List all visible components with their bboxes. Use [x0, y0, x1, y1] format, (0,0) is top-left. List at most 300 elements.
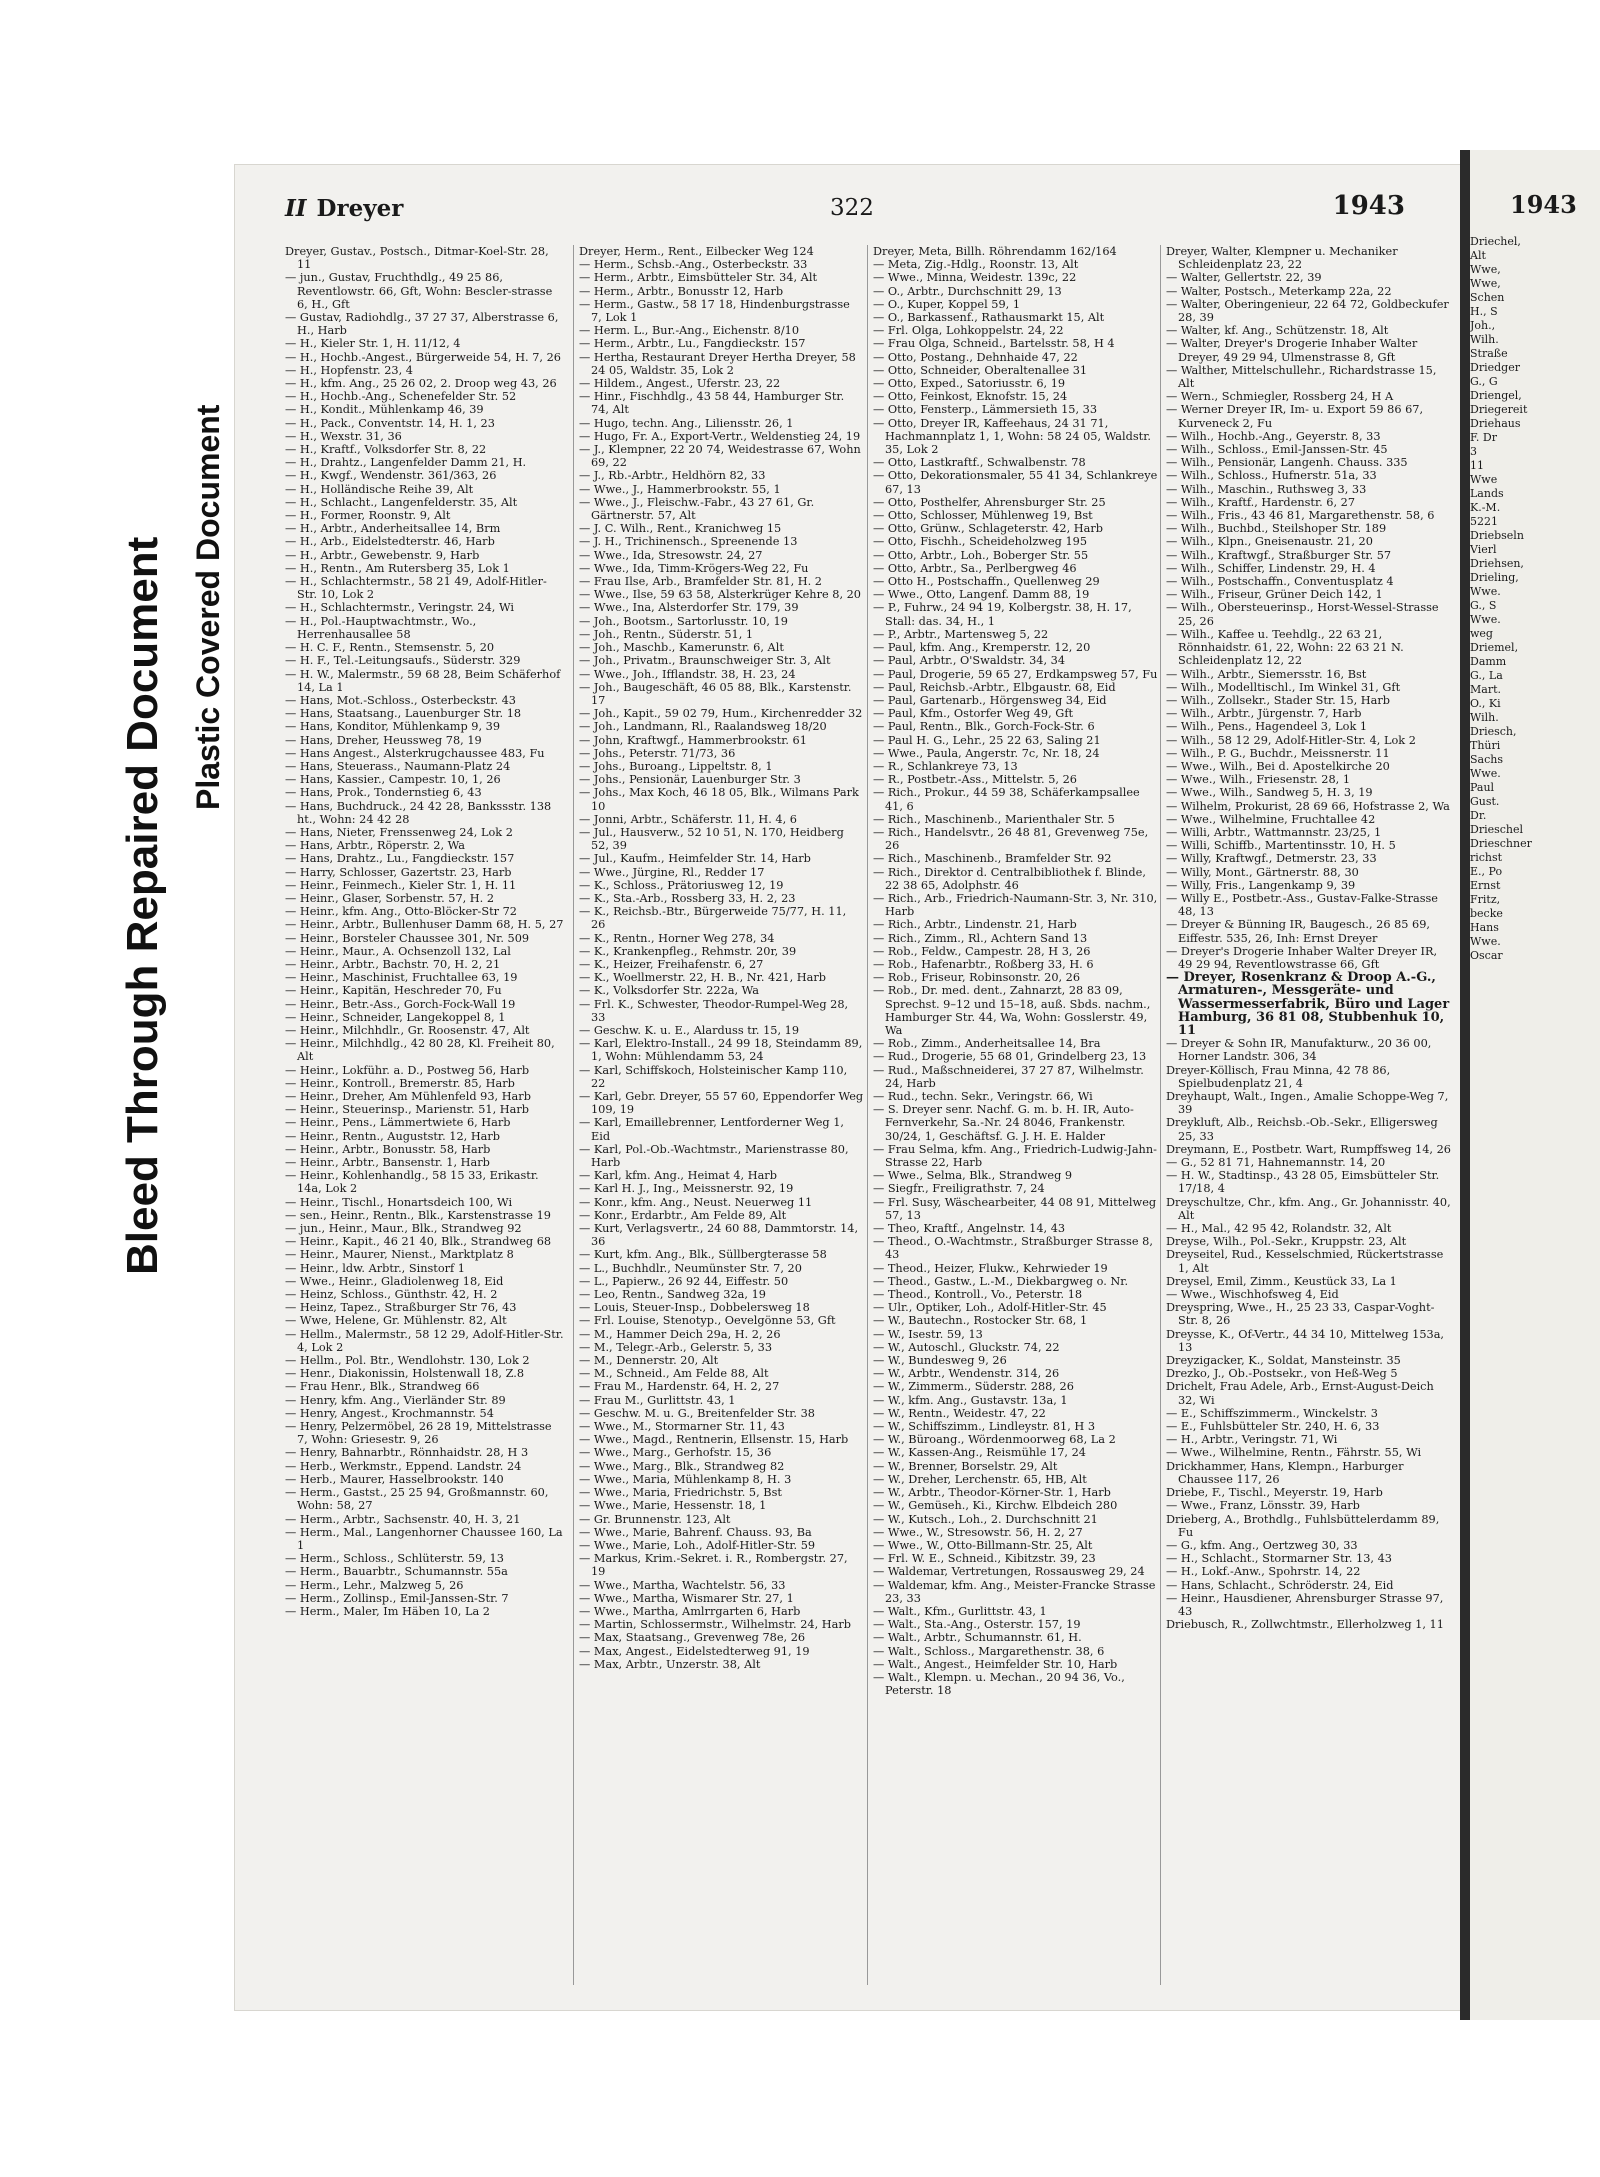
directory-entry: — Karl, kfm. Ang., Heimat 4, Harb — [579, 1169, 777, 1183]
directory-entry: — Otto, Arbtr., Sa., Perlbergweg 46 — [873, 561, 1077, 575]
adjacent-entry: Wwe. — [1470, 935, 1501, 948]
directory-entry: — Hans, Prok., Tondernstieg 6, 43 — [285, 786, 482, 800]
directory-entry: — Rob., Feldw., Campestr. 28, H 3, 26 — [873, 944, 1091, 958]
directory-entry: — Heinr., Lokführ. a. D., Postweg 56, Harb — [285, 1063, 530, 1077]
directory-entry: — Heinr., Kapitän, Heschreder 70, Fu — [285, 984, 502, 998]
adjacent-entry: K.-M. — [1470, 501, 1501, 514]
plastic-covered-label: Plastic Covered Document — [190, 404, 226, 810]
directory-entry: — Hans, Mot.-Schloss., Osterbeckstr. 43 — [285, 693, 516, 707]
directory-entry: — Karl, Pol.-Ob.-Wachtmstr., Marienstrasse 80, Harb — [579, 1142, 849, 1170]
directory-entry: — Heinr., Kontroll., Bremerstr. 85, Harb — [285, 1076, 515, 1090]
adjacent-entry: F. Dr — [1470, 431, 1497, 444]
adjacent-entry: 11 — [1470, 459, 1484, 472]
directory-entry: Dreyer-Köllisch, Frau Minna, 42 78 86, Spielbudenplatz 21, 4 — [1166, 1063, 1391, 1090]
adjacent-entry: Driechel, — [1470, 235, 1521, 248]
directory-entry: — Herb., Maurer, Hasselbrookstr. 140 — [285, 1472, 504, 1486]
directory-entry: — H., Holländische Reihe 39, Alt — [285, 482, 474, 496]
adjacent-entry: Driemel, — [1470, 641, 1519, 654]
directory-entry: — Herm., Schsb.-Ang., Osterbeckstr. 33 — [579, 258, 808, 272]
directory-entry: — H., Pack., Conventstr. 14, H. 1, 23 — [285, 416, 495, 430]
directory-entry: — Waldemar, kfm. Ang., Meister-Francke Strasse 23, 33 — [873, 1578, 1156, 1605]
adjacent-entry: E., Po — [1470, 865, 1503, 878]
directory-entry: — Otto, Grünw., Schlageterstr. 42, Harb — [873, 522, 1103, 536]
directory-entry: — Konr., kfm. Ang., Neust. Neuerweg 11 — [579, 1195, 813, 1209]
directory-entry: — Wilh., Pensionär, Langenh. Chauss. 335 — [1166, 456, 1408, 470]
adjacent-entry: Drieschner — [1470, 837, 1532, 850]
section-number: II — [285, 195, 307, 222]
directory-entry: — O., Kuper, Koppel 59, 1 — [873, 297, 1021, 311]
year: 1943 — [1332, 191, 1405, 221]
directory-entry: — Theod., Kontroll., Vo., Peterstr. 18 — [873, 1288, 1083, 1302]
directory-entry: — H. C. F., Rentn., Stemsenstr. 5, 20 — [285, 641, 495, 655]
directory-entry: — H., Rentn., Am Rutersberg 35, Lok 1 — [285, 561, 510, 575]
directory-entry: — Karl, Elektro-Install., 24 99 18, Steindamm 89, 1, Wohn: Mühlendamm 53, 24 — [579, 1037, 863, 1064]
directory-entry: — Herm., Arbtr., Sachsenstr. 40, H. 3, 21 — [285, 1512, 521, 1526]
directory-entry: — Herm., Arbtr., Bonusstr 12, Harb — [579, 284, 784, 298]
adjacent-entry: Wwe, — [1470, 277, 1501, 290]
directory-entry: — Wwe., Martha, Wachtelstr. 56, 33 — [579, 1578, 786, 1592]
directory-entry: — Hans, Kassier., Campestr. 10, 1, 26 — [285, 773, 501, 787]
directory-entry: — Hinr., Fischhdlg., 43 58 44, Hamburger Str. 74, Alt — [579, 390, 845, 417]
directory-entry: — Martin, Schlossermstr., Wilhelmstr. 24, Harb — [579, 1618, 851, 1632]
directory-entry: — Wwe., Wilhelmine, Rentn., Fährstr. 55, Wi — [1166, 1446, 1422, 1460]
directory-entry: — Harry, Schlosser, Gazertstr. 23, Harb — [285, 865, 512, 879]
adjacent-entry: Dr. — [1470, 809, 1487, 822]
directory-entry: — sen., Heinr., Rentn., Blk., Karstenstrasse 19 — [285, 1208, 551, 1222]
head-name: Dreyer — [316, 195, 404, 222]
directory-entry: — Paul, Arbtr., O'Swaldstr. 34, 34 — [873, 654, 1066, 668]
directory-entry: — Wwe., Ida, Stresowstr. 24, 27 — [579, 548, 763, 562]
directory-entry: — Hans, Staatsang., Lauenburger Str. 18 — [285, 707, 522, 721]
directory-entry: — Joh., Rentn., Süderstr. 51, 1 — [579, 627, 754, 641]
directory-entry: — Rob., Friseur, Robinsonstr. 20, 26 — [873, 971, 1081, 985]
directory-entry: — Wilh., 58 12 29, Adolf-Hitler-Str. 4, Lok 2 — [1166, 733, 1416, 747]
directory-entry: — Karl, Gebr. Dreyer, 55 57 60, Eppendorfer Weg 109, 19 — [579, 1090, 864, 1117]
adjacent-entry: Drieling, — [1470, 571, 1519, 584]
directory-entry: — Heinz, Schloss., Günthstr. 42, H. 2 — [285, 1288, 498, 1302]
directory-entry: — Geschw. K. u. E., Alarduss tr. 15, 19 — [579, 1023, 800, 1037]
directory-entry: — Rich., Maschinenb., Marienthaler Str. 5 — [873, 812, 1115, 826]
adjacent-year: 1943 — [1510, 190, 1577, 219]
directory-entry: — W., Arbtr., Theodor-Körner-Str. 1, Harb — [873, 1486, 1111, 1500]
directory-entry: — Joh., Bootsm., Sartorlusstr. 10, 19 — [579, 614, 788, 628]
adjacent-entry: Wilh. — [1470, 333, 1499, 346]
directory-entry: — Henry, Angest., Krochmannstr. 54 — [285, 1406, 494, 1420]
directory-entry: — Walt., Arbtr., Schumannstr. 61, H. — [873, 1631, 1082, 1645]
directory-entry: — Wilh., Klpn., Gneisenaustr. 21, 20 — [1166, 535, 1373, 549]
directory-entry: — Johs., Buroang., Lippeltstr. 8, 1 — [579, 759, 773, 773]
directory-entry: — Ulr., Optiker, Loh., Adolf-Hitler-Str. 45 — [873, 1301, 1107, 1315]
directory-entry: — H., Drahtz., Langenfelder Damm 21, H. — [285, 456, 527, 470]
directory-entry: — M., Schneid., Am Felde 88, Alt — [579, 1367, 769, 1381]
directory-entry: — Jul., Hausverw., 52 10 51, N. 170, Heidberg 52, 39 — [579, 825, 844, 853]
directory-entry: — Herm., Bauarbtr., Schumannstr. 55a — [285, 1565, 508, 1579]
directory-entry: — H., Pol.-Hauptwachtmstr., Wo., Herrenhausallee 58 — [285, 614, 477, 641]
directory-entry: — Herm., Gastw., 58 17 18, Hindenburgstrasse 7, Lok 1 — [579, 297, 850, 325]
directory-entry: — Rud., techn. Sekr., Veringstr. 66, Wi — [873, 1090, 1093, 1103]
directory-entry: — Henry, Pelzermöbel, 26 28 19, Mittelstrasse 7, Wohn: Griesestr. 9, 26 — [285, 1420, 552, 1447]
directory-entry: — Paul, Kfm., Ostorfer Weg 49, Gft — [873, 707, 1074, 721]
directory-entry: — M., Hammer Deich 29a, H. 2, 26 — [579, 1327, 781, 1341]
adjacent-entry: weg — [1470, 627, 1493, 640]
directory-entry: — Wwe., Minna, Weidestr. 139c, 22 — [873, 271, 1077, 285]
directory-entry: — O., Arbtr., Durchschnitt 29, 13 — [873, 284, 1062, 298]
directory-entry: — Otto, Arbtr., Loh., Boberger Str. 55 — [873, 548, 1089, 562]
directory-entry: — Heinr., Kapit., 46 21 40, Blk., Strandweg 68 — [285, 1235, 552, 1249]
directory-entry: — Frl. Olga, Lohkoppelstr. 24, 22 — [873, 324, 1064, 338]
directory-entry: — Markus, Krim.-Sekret. i. R., Rombergstr. 27, 19 — [579, 1552, 848, 1579]
directory-entry: — Hans, Konditor, Mühlenkamp 9, 39 — [285, 720, 501, 734]
directory-entry: — Wilh., Postschaffn., Conventusplatz 4 — [1166, 575, 1394, 589]
directory-entry: — Heinr., Milchhdlg., 42 80 28, Kl. Freiheit 80, Alt — [285, 1037, 555, 1064]
directory-entry: Dreysel, Emil, Zimm., Keustück 33, La 1 — [1166, 1274, 1397, 1288]
adjacent-entry: Wwe — [1470, 473, 1498, 486]
directory-entry: — Theod., Gastw., L.-M., Diekbargweg o. Nr. — [873, 1274, 1129, 1288]
directory-entry: Dreyschultze, Chr., kfm. Ang., Gr. Johannisstr. 40, Alt — [1166, 1195, 1451, 1222]
directory-entry: — Frau M., Gurlittstr. 43, 1 — [579, 1393, 736, 1407]
directory-entry: — Walter, Gellertstr. 22, 39 — [1166, 271, 1322, 285]
adjacent-entry: Vierl — [1470, 543, 1497, 556]
directory-entry: — Rich., Arbtr., Lindenstr. 21, Harb — [873, 918, 1077, 932]
directory-entry: — W., Brenner, Borselstr. 29, Alt — [873, 1459, 1058, 1473]
directory-entry: — S. Dreyer senr. Nachf. G. m. b. H. IR, Auto-Fernverkehr, Sa.-Nr. 24 8046, Frankenstr. 30/24, 1, Geschäftsf. G. J. H. E. Halder — [873, 1103, 1134, 1143]
directory-entry: — Rob., Zimm., Anderheitsallee 14, Bra — [873, 1037, 1101, 1051]
directory-entry: — Wilh., Friseur, Grüner Deich 142, 1 — [1166, 588, 1383, 602]
directory-entry: — Heinr., Arbtr., Bullenhuser Damm 68, H. 5, 27 — [285, 918, 564, 932]
directory-entry: — Willy, Mont., Gärtnerstr. 88, 30 — [1166, 865, 1359, 879]
directory-entry: — H. W., Stadtinsp., 43 28 05, Eimsbütteler Str. 17/18, 4 — [1166, 1169, 1440, 1196]
adjacent-entry: G., La — [1470, 669, 1503, 682]
directory-entry: — Paul, Gartenarb., Hörgensweg 34, Eid — [873, 693, 1107, 707]
directory-entry: — Heinr., Milchhdlr., Gr. Roosenstr. 47, Alt — [285, 1023, 530, 1037]
directory-entry: — Hans, Schlacht., Schröderstr. 24, Eid — [1166, 1578, 1394, 1592]
directory-entry: — Wilh., Buchbd., Steilshoper Str. 189 — [1166, 522, 1387, 536]
directory-entry: — Wern., Schmiegler, Rossberg 24, H A — [1166, 390, 1394, 404]
directory-entry: — Siegfr., Freiligrathstr. 7, 24 — [873, 1182, 1045, 1196]
directory-entry: — Heinr., Maur., A. Ochsenzoll 132, Lal — [285, 944, 511, 958]
directory-entry: — H., Arbtr., Anderheitsallee 14, Brm — [285, 522, 501, 536]
directory-entry: — W., Isestr. 59, 13 — [873, 1327, 983, 1341]
directory-entry: — Hans, Arbtr., Röperstr. 2, Wa — [285, 839, 466, 853]
directory-entry: — W., Schiffszimm., Lindleystr. 81, H 3 — [873, 1420, 1096, 1434]
directory-entry: — Geschw. M. u. G., Breitenfelder Str. 38 — [579, 1406, 815, 1420]
directory-entry: Drickhammer, Hans, Klempn., Harburger Chaussee 117, 26 — [1166, 1459, 1404, 1486]
directory-entry: — Wilh., Arbtr., Siemersstr. 16, Bst — [1166, 667, 1367, 681]
directory-entry: — Heinz, Tapez., Straßburger Str 76, 43 — [285, 1301, 517, 1315]
directory-entry: — H., kfm. Ang., 25 26 02, 2. Droop weg 43, 26 — [285, 377, 557, 391]
directory-entry: — Wilh., Kraftf., Hardenstr. 6, 27 — [1166, 495, 1356, 509]
bleed-through-label: Bleed Through Repaired Document — [118, 536, 167, 1275]
directory-entry: — Paul H. G., Lehr., 25 22 63, Saling 21 — [873, 733, 1101, 747]
directory-entry: Dreyspring, Wwe., H., 25 23 33, Caspar-Voght-Str. 8, 26 — [1166, 1301, 1435, 1328]
directory-entry: — Wwe., Marie, Loh., Adolf-Hitler-Str. 59 — [579, 1538, 816, 1552]
directory-entry: — W., Zimmerm., Süderstr. 288, 26 — [873, 1380, 1074, 1394]
directory-entry: — Heinr., Tischl., Honartsdeich 100, Wi — [285, 1195, 513, 1209]
directory-entry: — Dreyer & Bünning IR, Baugesch., 26 85 69, Eiffestr. 535, 26, Inh: Ernst Dreyer — [1166, 918, 1431, 945]
directory-entry: — E., Schiffszimmerm., Winckelstr. 3 — [1166, 1406, 1378, 1420]
directory-entry: — Kurt, Verlagsvertr., 24 60 88, Dammtorstr. 14, 36 — [579, 1222, 859, 1249]
directory-entry: — Otto, Feinkost, Eknofstr. 15, 24 — [873, 390, 1068, 404]
adjacent-entry: Joh., — [1470, 319, 1496, 332]
directory-entry: — Rich., Handelsvtr., 26 48 81, Grevenweg 75e, 26 — [873, 825, 1149, 853]
directory-entry: — K., Woellmerstr. 22, H. B., Nr. 421, Harb — [579, 971, 826, 985]
directory-entry: — Meta, Zig.-Hdlg., Roonstr. 13, Alt — [873, 258, 1079, 272]
directory-entry: — Willy, Kraftwgf., Detmerstr. 23, 33 — [1166, 852, 1377, 866]
adjacent-entry: Driehsen, — [1470, 557, 1524, 570]
directory-entry: — Rob., Dr. med. dent., Zahnarzt, 28 83 09, Sprechst. 9–12 und 15–18, auß. Sbds. nachm., Hamburger Str. 44, Wa, Wohn: Gosslerstr. 49, Wa — [873, 984, 1151, 1037]
directory-entry: — H., Lokf.-Anw., Spohrstr. 14, 22 — [1166, 1565, 1361, 1579]
directory-entry: — Max, Staatsang., Grevenweg 78e, 26 — [579, 1631, 806, 1645]
directory-entry: — Wwe., W., Otto-Billmann-Str. 25, Alt — [873, 1538, 1093, 1552]
directory-entry: Dreysse, K., Of-Vertr., 44 34 10, Mittelweg 153a, 13 — [1166, 1327, 1445, 1354]
directory-entry: — Wilh., Pens., Hagendeel 3, Lok 1 — [1166, 720, 1368, 734]
directory-entry: Dreyzigacker, K., Soldat, Mansteinstr. 35 — [1166, 1354, 1401, 1368]
column-4 — [1160, 245, 1451, 1985]
directory-entry: — Wwe., W., Stresowstr. 56, H. 2, 27 — [873, 1525, 1083, 1539]
directory-entry: — H., Schlacht., Stormarner Str. 13, 43 — [1166, 1552, 1392, 1566]
adjacent-column — [1470, 235, 1600, 963]
page-header — [235, 191, 1460, 235]
directory-entry: Dreymann, E., Postbetr. Wart, Rumpffsweg 14, 26 — [1166, 1142, 1451, 1156]
directory-entry: — Hans, Drahtz., Lu., Fangdieckstr. 157 — [285, 852, 515, 866]
directory-entry: — Heinr., Schneider, Langekoppel 8, 1 — [285, 1010, 506, 1024]
directory-entry: — Paul, Rentn., Blk., Gorch-Fock-Str. 6 — [873, 720, 1095, 734]
directory-entry: — W., Arbtr., Wendenstr. 314, 26 — [873, 1367, 1060, 1381]
directory-entry: — Hellm., Malermstr., 58 12 29, Adolf-Hitler-Str. 4, Lok 2 — [285, 1327, 564, 1354]
directory-entry: — J. C. Wilh., Rent., Kranichweg 15 — [579, 522, 782, 536]
directory-entry: — Wwe., Marie, Bahrenf. Chauss. 93, Ba — [579, 1525, 812, 1539]
directory-entry: — Heinr., Maurer, Nienst., Marktplatz 8 — [285, 1248, 514, 1262]
directory-entry: — L., Papierw., 26 92 44, Eiffestr. 50 — [579, 1274, 789, 1288]
directory-entry: — R., Postbetr.-Ass., Mittelstr. 5, 26 — [873, 773, 1077, 787]
directory-entry: Dreyer, Gustav., Postsch., Ditmar-Koel-Str. 28, 11 — [285, 245, 549, 272]
directory-entry: — O., Barkassenf., Rathausmarkt 15, Alt — [873, 311, 1105, 325]
directory-entry: — K., Volksdorfer Str. 222a, Wa — [579, 984, 760, 998]
directory-entry: — Heinr., Arbtr., Bachstr. 70, H. 2, 21 — [285, 957, 501, 971]
directory-entry: — Walt., Kfm., Gurlittstr. 43, 1 — [873, 1604, 1047, 1618]
adjacent-entry: Hans — [1470, 921, 1499, 934]
directory-entry: — H., Arbtr., Gewebenstr. 9, Harb — [285, 548, 480, 562]
directory-entry: — P., Fuhrw., 24 94 19, Kolbergstr. 38, H. 17, Stall: das. 34, H., 1 — [873, 601, 1132, 628]
adjacent-entry: H., S — [1470, 305, 1498, 318]
directory-entry: — H., Kwgf., Wendenstr. 361/363, 26 — [285, 469, 497, 483]
adjacent-entry: Wilh. — [1470, 711, 1499, 724]
directory-entry: — Hans, Nieter, Frenssenweg 24, Lok 2 — [285, 825, 513, 839]
directory-entry: — Herm. L., Bur.-Ang., Eichenstr. 8/10 — [579, 324, 800, 338]
directory-entry: — H., Hochb.-Ang., Schenefelder Str. 52 — [285, 390, 517, 404]
directory-entry: Dreyse, Wilh., Pol.-Sekr., Kruppstr. 23, Alt — [1166, 1235, 1407, 1249]
directory-entry: Driebe, F., Tischl., Meyerstr. 19, Harb — [1166, 1486, 1383, 1500]
directory-entry: — K., Schloss., Prätoriusweg 12, 19 — [579, 878, 784, 892]
directory-entry: — Hans, Buchdruck., 24 42 28, Bankssstr. 138 ht., Wohn: 24 42 28 — [285, 799, 552, 826]
directory-entry: — Wwe., Magd., Rentnerin, Ellsenstr. 15, Harb — [579, 1433, 849, 1447]
directory-entry: — J., Klempner, 22 20 74, Weidestrasse 67, Wohn 69, 22 — [579, 443, 861, 470]
directory-entry: — H., Hopfenstr. 23, 4 — [285, 363, 413, 377]
directory-entry: — Dreyer's Drogerie Inhaber Walter Dreyer IR, 49 29 94, Reventlowstrasse 66, Gft — [1166, 944, 1438, 971]
directory-entry: — Otto, Dreyer IR, Kaffeehaus, 24 31 71, Hachmannplatz 1, 1, Wohn: 58 24 05, Waldstr. 35, Lok 2 — [873, 416, 1151, 457]
directory-entry: — Wwe., Wischhofsweg 4, Eid — [1166, 1288, 1339, 1302]
directory-entry: — Wilh., Schiffer, Lindenstr. 29, H. 4 — [1166, 561, 1376, 575]
adjacent-entry: 3 — [1470, 445, 1477, 458]
adjacent-entry: richst — [1470, 851, 1503, 864]
directory-entry: — J., Rb.-Arbtr., Heldhörn 82, 33 — [579, 469, 766, 483]
directory-entry: — Wwe., Ilse, 59 63 58, Alsterkrüger Kehre 8, 20 — [579, 588, 861, 602]
directory-entry: — W., Büroang., Wördenmoorweg 68, La 2 — [873, 1433, 1116, 1447]
directory-entry: — K., Rentn., Horner Weg 278, 34 — [579, 931, 775, 945]
directory-entry: — Otto, Exped., Satoriusstr. 6, 19 — [873, 377, 1066, 391]
adjacent-entry: Schen — [1470, 291, 1505, 304]
directory-entry: Dreykluft, Alb., Reichsb.-Ob.-Sekr., Elligersweg 25, 33 — [1166, 1116, 1438, 1143]
adjacent-entry: Sachs — [1470, 753, 1503, 766]
directory-entry: — Wwe., Jürgine, Rl., Redder 17 — [579, 865, 765, 879]
directory-entry: — W., Bundesweg 9, 26 — [873, 1354, 1007, 1368]
directory-entry: — Heinr., Kohlenhandlg., 58 15 33, Erikastr. 14a, Lok 2 — [285, 1169, 539, 1196]
directory-entry: — Joh., Landmann, Rl., Raalandsweg 18/20 — [579, 720, 827, 734]
directory-entry: — H., Schlachtermstr., Veringstr. 24, Wi — [285, 601, 514, 615]
directory-entry: — Walt., Sta.-Ang., Osterstr. 157, 19 — [873, 1618, 1081, 1632]
directory-entry: — Wilh., Zollsekr., Stader Str. 15, Harb — [1166, 693, 1391, 707]
directory-entry: — Frau Selma, kfm. Ang., Friedrich-Ludwig-Jahn-Strasse 22, Harb — [873, 1142, 1157, 1170]
adjacent-entry: Driegereit — [1470, 403, 1528, 416]
adjacent-entry: Driehaus — [1470, 417, 1521, 430]
directory-entry: — Karl, Emaillebrenner, Lentforderner Weg 1, Eid — [579, 1116, 845, 1143]
adjacent-entry: Lands — [1470, 487, 1504, 500]
directory-entry: — Hugo, techn. Ang., Liliensstr. 26, 1 — [579, 416, 794, 430]
directory-entry: — Wilh., Obersteuerinsp., Horst-Wessel-Strasse 25, 26 — [1166, 601, 1439, 628]
directory-entry: — Johs., Peterstr. 71/73, 36 — [579, 746, 736, 760]
directory-entry: — H., Schlachtermstr., 58 21 49, Adolf-Hitler-Str. 10, Lok 2 — [285, 575, 547, 602]
directory-entry: — W., Gemüseh., Ki., Kirchw. Elbdeich 280 — [873, 1499, 1118, 1513]
directory-entry: — Theod., O.-Wachtmstr., Straßburger Strasse 8, 43 — [873, 1235, 1153, 1262]
adjacent-entry: Straße — [1470, 347, 1508, 360]
directory-entry: — Werner Dreyer IR, Im- u. Export 59 86 67, Kurveneck 2, Fu — [1166, 403, 1424, 430]
directory-entry: — Joh., Privatm., Braunschweiger Str. 3, Alt — [579, 654, 831, 668]
adjacent-entry: Paul — [1470, 781, 1495, 794]
directory-entry: — H., Wexstr. 31, 36 — [285, 429, 402, 443]
directory-entry: — Walter, Oberingenieur, 22 64 72, Goldbeckufer 28, 39 — [1166, 297, 1449, 325]
directory-entry: — Rud., Maßschneiderei, 37 27 87, Wilhelmstr. 24, Harb — [873, 1063, 1144, 1090]
directory-entry: Dreyer, Meta, Billh. Röhrendamm 162/164 — [873, 245, 1117, 258]
adjacent-entry: Damm — [1470, 655, 1507, 668]
directory-entry: — W., kfm. Ang., Gustavstr. 13a, 1 — [873, 1393, 1068, 1407]
directory-entry: — Wilh., Modelltischl., Im Winkel 31, Gft — [1166, 680, 1401, 694]
directory-entry: — Karl H. J., Ing., Meissnerstr. 92, 19 — [579, 1182, 794, 1196]
directory-entry: — Heinr., Steuerinsp., Marienstr. 51, Harb — [285, 1103, 529, 1117]
directory-entry: — W., Autoschl., Gluckstr. 74, 22 — [873, 1340, 1060, 1354]
directory-entry: — W., Bautechn., Rostocker Str. 68, 1 — [873, 1314, 1088, 1328]
directory-entry: — L., Buchhdlr., Neumünster Str. 7, 20 — [579, 1261, 802, 1275]
directory-entry: — Konr., Erdarbtr., Am Felde 89, Alt — [579, 1208, 787, 1222]
directory-entry: — jun., Gustav, Fruchthdlg., 49 25 86, Reventlowstr. 66, Gft, Wohn: Bescler-strasse 6, H., Gft — [285, 271, 553, 311]
directory-entry: — Wilh., Hochb.-Ang., Geyerstr. 8, 33 — [1166, 429, 1381, 443]
directory-entry: — Hellm., Pol. Btr., Wendlohstr. 130, Lok 2 — [285, 1354, 530, 1368]
directory-entry: — Karl, Schiffskoch, Holsteinischer Kamp 110, 22 — [579, 1063, 848, 1090]
directory-entry: — Walter, kf. Ang., Schützenstr. 18, Alt — [1166, 324, 1389, 338]
directory-entry: — Herm., Maler, Im Häben 10, La 2 — [285, 1604, 490, 1618]
directory-entry: — Heinr., Borsteler Chaussee 301, Nr. 509 — [285, 931, 530, 945]
directory-entry: — Wwe., Marie, Hessenstr. 18, 1 — [579, 1499, 767, 1513]
directory-entry: — Herm., Zollinsp., Emil-Janssen-Str. 7 — [285, 1591, 509, 1605]
directory-entry: — Leo, Rentn., Sandweg 32a, 19 — [579, 1288, 766, 1302]
directory-entry: — Gr. Brunnenstr. 123, Alt — [579, 1512, 731, 1526]
adjacent-entry: Driesch, — [1470, 725, 1517, 738]
book-gutter — [1460, 150, 1470, 2020]
adjacent-entry: Oscar — [1470, 949, 1503, 962]
directory-entry: — Heinr., Arbtr., Bansenstr. 1, Harb — [285, 1156, 490, 1170]
directory-entry: — G., 52 81 71, Hahnemannstr. 14, 20 — [1166, 1156, 1386, 1170]
directory-entry: — Wilh., Kraftwgf., Straßburger Str. 57 — [1166, 548, 1392, 562]
directory-entry: — W., Kassen-Ang., Reismühle 17, 24 — [873, 1446, 1086, 1460]
directory-entry: — Otto, Dekorationsmaler, 55 41 34, Schlankreye 67, 13 — [873, 469, 1158, 496]
directory-entry: — E., Fuhlsbütteler Str. 240, H. 6, 33 — [1166, 1420, 1380, 1434]
directory-entry: — Wwe., Ida, Timm-Krögers-Weg 22, Fu — [579, 561, 809, 575]
directory-entry: — jun., Heinr., Maur., Blk., Strandweg 92 — [285, 1222, 522, 1236]
directory-entry: — Heinr., ldw. Arbtr., Sinstorf 1 — [285, 1261, 465, 1275]
directory-entry: — Otto, Fensterp., Lämmersieth 15, 33 — [873, 403, 1098, 417]
directory-entry: — Otto, Schlosser, Mühlenweg 19, Bst — [873, 509, 1093, 523]
directory-entry: Dreyseitel, Rud., Kesselschmied, Rückertstrasse 1, Alt — [1166, 1248, 1444, 1275]
directory-entry: — Frl. Susy, Wäschearbeiter, 44 08 91, Mittelweg 57, 13 — [873, 1195, 1157, 1222]
adjacent-entry: G., S — [1470, 599, 1497, 612]
listing-columns — [285, 245, 1451, 1985]
directory-entry: — Wwe., Selma, Blk., Strandweg 9 — [873, 1169, 1073, 1183]
directory-entry: — H., Schlacht., Langenfelderstr. 35, Alt — [285, 495, 518, 509]
directory-entry: Drezko, J., Ob.-Postsekr., von Heß-Weg 5 — [1166, 1367, 1398, 1381]
directory-entry: — Heinr., Arbtr., Bonusstr. 58, Harb — [285, 1142, 491, 1156]
directory-entry: — Wilh., Schloss., Emil-Janssen-Str. 45 — [1166, 443, 1388, 457]
adjacent-entry: 5221 — [1470, 515, 1498, 528]
directory-entry: — Johs., Max Koch, 46 18 05, Blk., Wilmans Park 10 — [579, 786, 859, 813]
directory-entry: — Herm., Mal., Langenhorner Chaussee 160, La 1 — [285, 1525, 563, 1552]
directory-entry: — Johs., Pensionär, Lauenburger Str. 3 — [579, 773, 801, 787]
directory-entry: — W., Kutsch., Loh., 2. Durchschnitt 21 — [873, 1512, 1098, 1526]
directory-entry: — Paul, kfm. Ang., Kremperstr. 12, 20 — [873, 641, 1091, 655]
directory-entry: — Wwe., Franz, Lönsstr. 39, Harb — [1166, 1499, 1360, 1513]
column-3 — [867, 245, 1158, 1985]
directory-entry: — Wwe., Joh., Ifflandstr. 38, H. 23, 24 — [579, 667, 796, 681]
directory-entry: — Walt., Schloss., Margarethenstr. 38, 6 — [873, 1644, 1105, 1658]
directory-entry: — Hugo, Fr. A., Export-Vertr., Weldenstieg 24, 19 — [579, 429, 861, 443]
directory-entry: — Frau Henr., Blk., Strandweg 66 — [285, 1380, 480, 1394]
directory-entry: — Otto, Fischh., Scheideholzweg 195 — [873, 535, 1088, 549]
directory-entry: — Frl. W. E., Schneid., Kibitzstr. 39, 23 — [873, 1552, 1096, 1566]
directory-entry: — Rich., Zimm., Rl., Achtern Sand 13 — [873, 931, 1088, 945]
column-2 — [573, 245, 864, 1985]
directory-entry: — Joh., Maschb., Kamerunstr. 6, Alt — [579, 641, 784, 655]
directory-entry: — Wwe., J., Fleischw.-Fabr., 43 27 61, Gr. Gärtnerstr. 57, Alt — [579, 495, 815, 523]
directory-entry: — Frau Olga, Schneid., Bartelsstr. 58, H 4 — [873, 337, 1115, 351]
directory-entry: — H. W., Malermstr., 59 68 28, Beim Schäferhof 14, La 1 — [285, 667, 561, 694]
directory-entry: Drichelt, Frau Adele, Arb., Ernst-August-Deich 32, Wi — [1166, 1380, 1434, 1407]
directory-entry: — Hertha, Restaurant Dreyer Hertha Dreyer, 58 24 05, Waldstr. 35, Lok 2 — [579, 350, 856, 377]
directory-entry: — Rud., Drogerie, 55 68 01, Grindelberg 23, 13 — [873, 1050, 1147, 1064]
directory-entry: — Wilh., P. G., Buchdr., Meissnerstr. 11 — [1166, 746, 1390, 760]
directory-entry: — Wwe., Wilh., Bei d. Apostelkirche 20 — [1166, 759, 1390, 773]
directory-entry: — Herm., Arbtr., Eimsbütteler Str. 34, Alt — [579, 271, 817, 285]
directory-entry: — H., Hochb.-Angest., Bürgerweide 54, H. 7, 26 — [285, 350, 561, 364]
adjacent-entry: Gust. — [1470, 795, 1500, 808]
adjacent-entry: Wwe, — [1470, 263, 1501, 276]
directory-entry: — Otto, Lastkraftf., Schwalbenstr. 78 — [873, 456, 1086, 470]
directory-entry: — Herm., Schloss., Schlüterstr. 59, 13 — [285, 1552, 504, 1566]
directory-entry: — Herb., Werkmstr., Eppend. Landstr. 24 — [285, 1459, 522, 1473]
adjacent-page — [1470, 150, 1600, 2020]
directory-entry: — John, Kraftwgf., Hammerbrookstr. 61 — [579, 733, 807, 747]
directory-entry: — Joh., Baugeschäft, 46 05 88, Blk., Karstenstr. 17 — [579, 680, 852, 707]
directory-entry: — Frl. K., Schwester, Theodor-Rumpel-Weg 28, 33 — [579, 997, 849, 1024]
directory-entry: — Walther, Mittelschullehr., Richardstrasse 15, Alt — [1166, 363, 1437, 391]
adjacent-entry: Drieschel — [1470, 823, 1524, 836]
